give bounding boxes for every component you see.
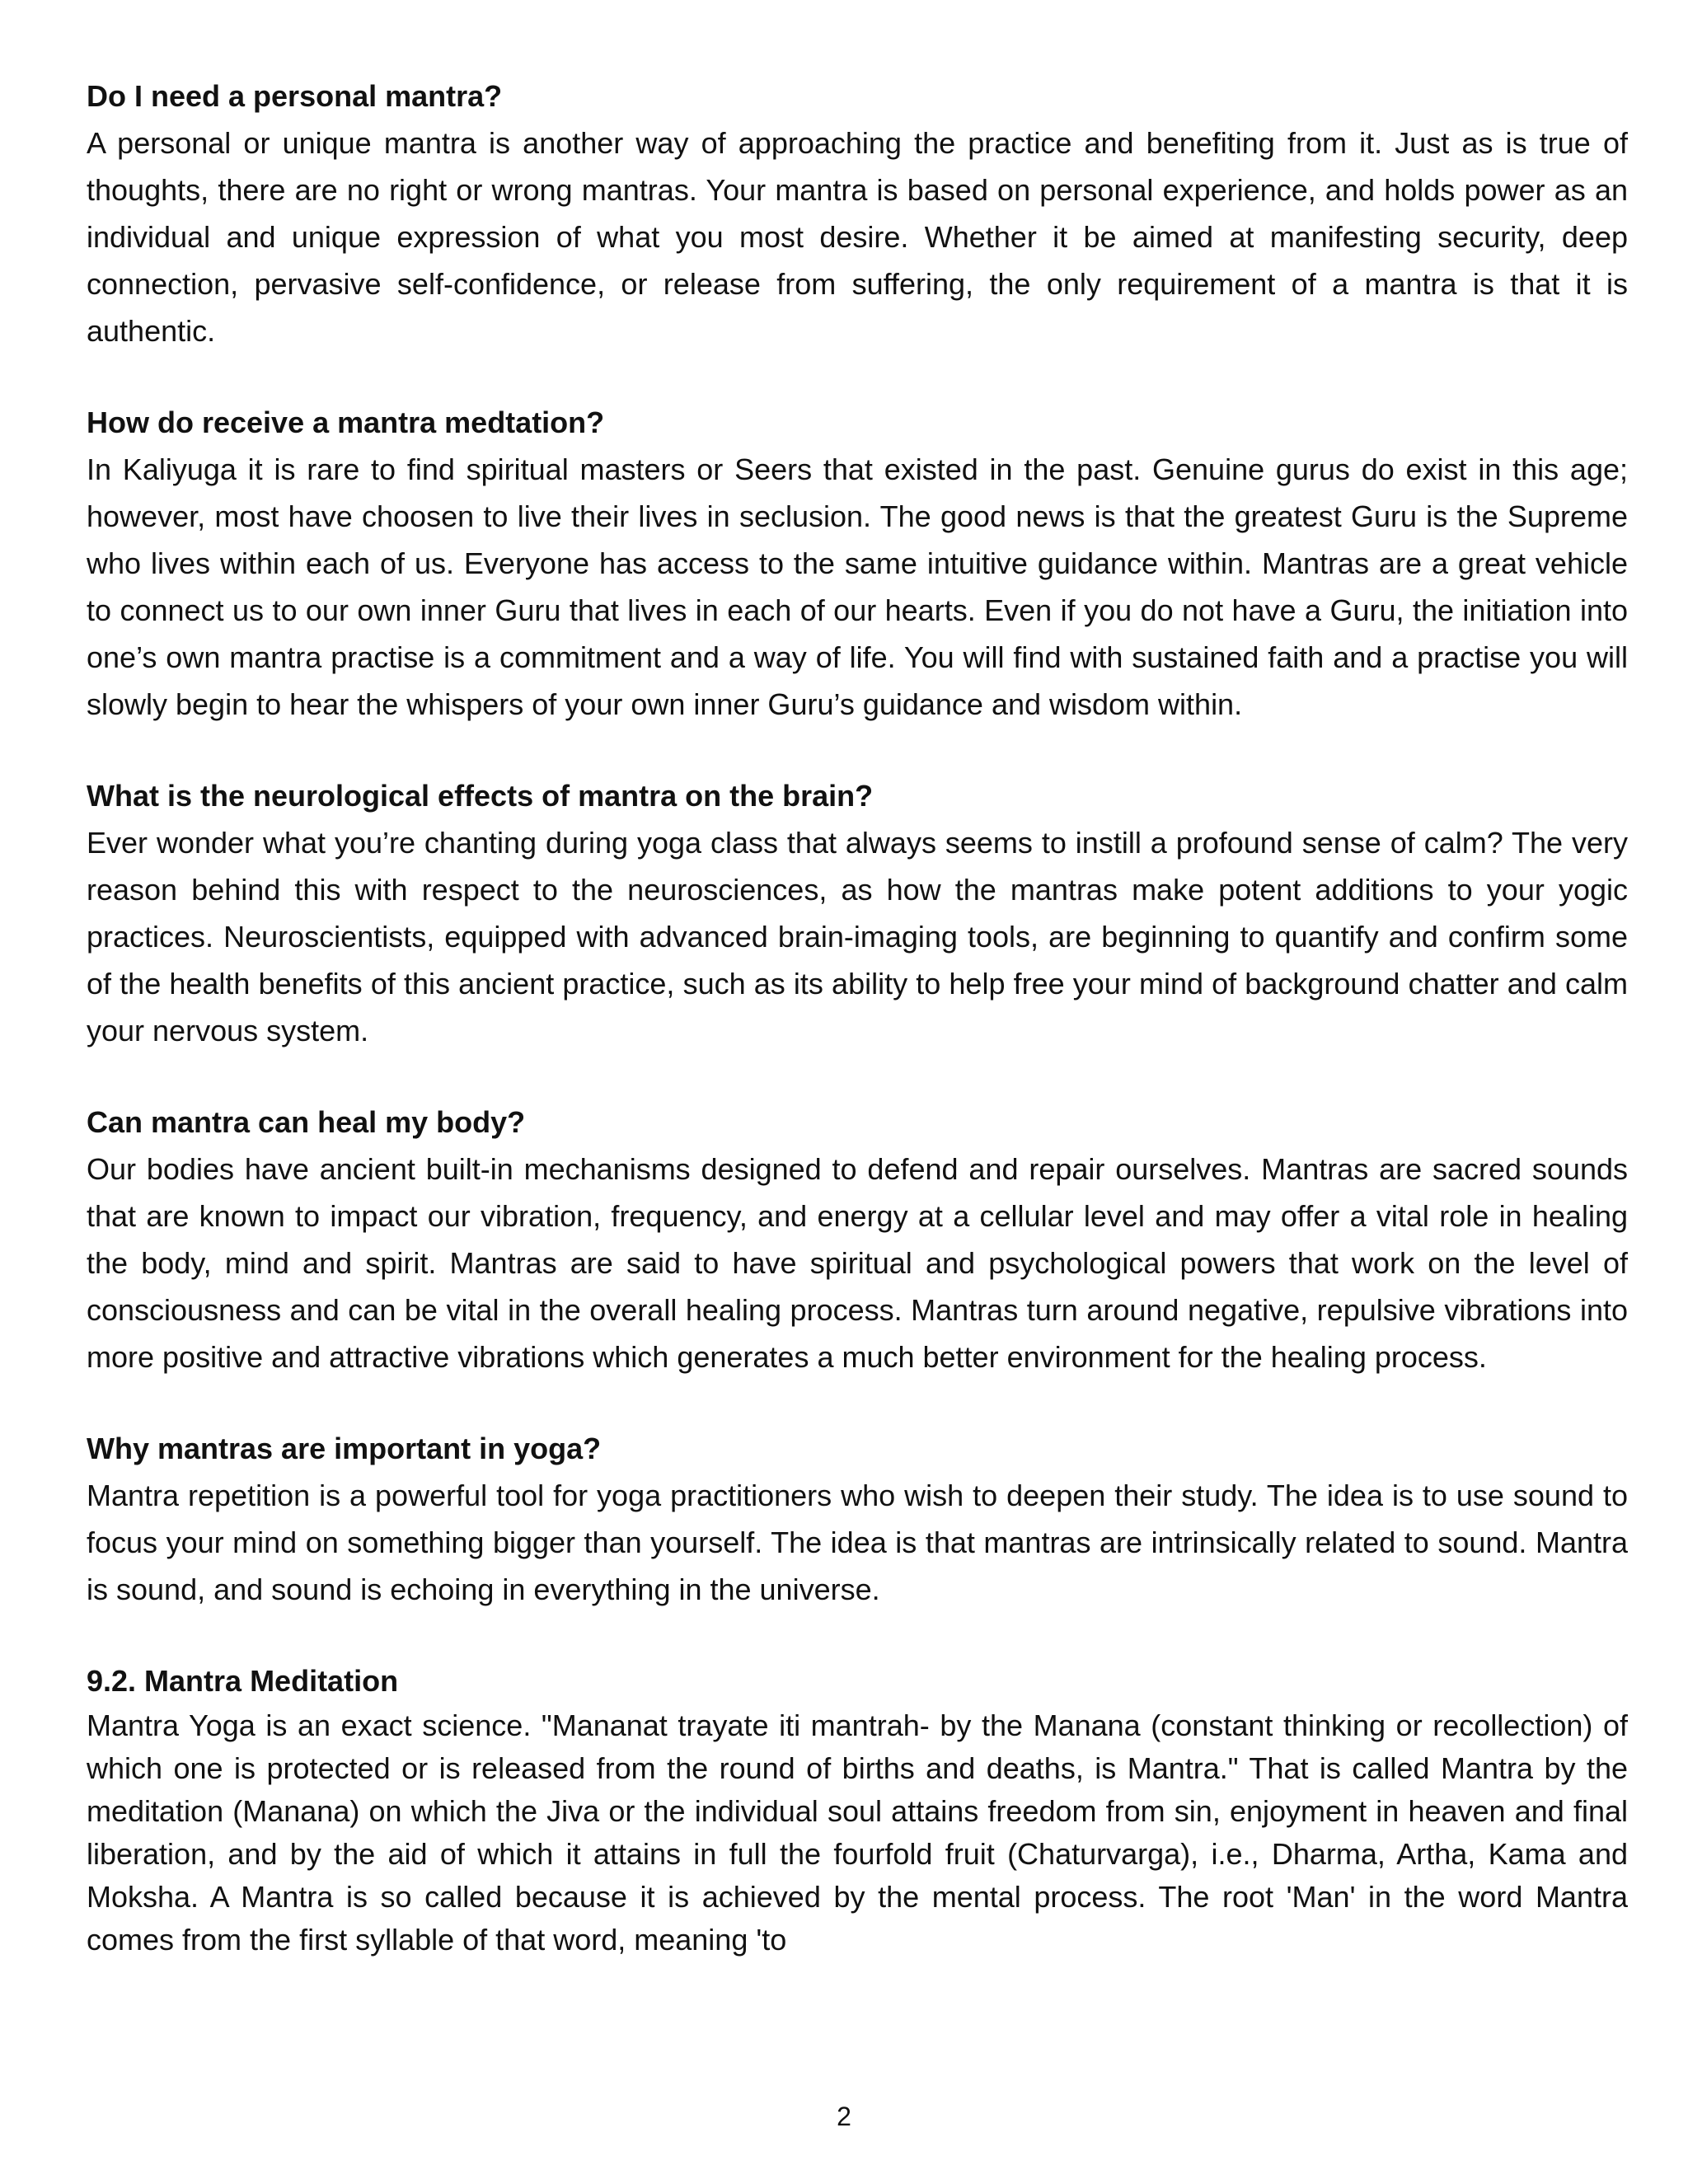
section-paragraph: Mantra repetition is a powerful tool for yoga practitioners who wish to deepen their study. The idea is to use sound to focus your mind on something bigger than yourself. The idea is that mantras are intrinsically related to sound. Mantra is sound, and sound is echoing in everything in the universe. <box>87 1479 1628 1606</box>
section-receive-mantra <box>87 399 1628 728</box>
section-paragraph: A personal or unique mantra is another way of approaching the practice and benefiting from it. Just as is true of thoughts, there are no right or wrong mantras. Your mantra is based on personal experience, and holds power as an individual and unique expression of what you most desire. Whether it be aimed at manifesting security, deep connection, pervasive self-confidence, or release from suffering, the only requirement of a mantra is that it is authentic. <box>87 126 1628 348</box>
section-paragraph: Our bodies have ancient built-in mechanisms designed to defend and repair ourselves. Mantras are sacred sounds that are known to impact our vibration, frequency, and energy at a cellular level and may offer a vital role in healing the body, mind and spirit. Mantras are said to have spiritual and psychological powers that work on the level of consciousness and can be vital in the overall healing process. Mantras turn around negative, repulsive vibrations into more positive and attractive vibrations which generates a much better environment for the healing process. <box>87 1152 1628 1374</box>
section-paragraph: Mantra Yoga is an exact science. "Mananat trayate iti mantrah- by the Manana (constant thinking or recollection) of which one is protected or is released from the round of births and deaths, is Mantra." That is called Mantra by the meditation (Manana) on which the Jiva or the individual soul attains freedom from sin, enjoyment in heaven and final liberation, and by the aid of which it attains in full the fourfold fruit (Chaturvarga), i.e., Dharma, Artha, Kama and Moksha. A Mantra is so called because it is achieved by the mental process. The root 'Man' in the word Mantra comes from the first syllable of that word, meaning 'to <box>87 1708 1628 1957</box>
section-personal-mantra <box>87 73 1628 354</box>
section-heading: Do I need a personal mantra? <box>87 79 503 113</box>
section-heading: Why mantras are important in yoga? <box>87 1432 602 1465</box>
section-neurological-effects <box>87 772 1628 1054</box>
section-mantras-in-yoga <box>87 1425 1628 1613</box>
section-heal-body <box>87 1099 1628 1380</box>
section-paragraph: In Kaliyuga it is rare to find spiritual masters or Seers that existed in the past. Genuine gurus do exist in this age; however, most have choosen to live their lives in seclusion. The good news is that the greatest Guru is the Supreme who lives within each of us. Everyone has access to the same intuitive guidance within. Mantras are a great vehicle to connect us to our own inner Guru that lives in each of our hearts. Even if you do not have a Guru, the initiation into one’s own mantra practise is a commitment and a way of life. You will find with sustained faith and a practise you will slowly begin to hear the whispers of your own inner Guru’s guidance and wisdom within. <box>87 452 1628 721</box>
section-mantra-meditation <box>87 1657 1628 1961</box>
section-heading: How do receive a mantra medtation? <box>87 405 605 439</box>
section-heading: What is the neurological effects of mantra on the brain? <box>87 779 874 813</box>
section-heading: Can mantra can heal my body? <box>87 1105 526 1139</box>
page-number: 2 <box>837 2102 851 2131</box>
document-page <box>87 73 1628 2006</box>
section-heading: 9.2. Mantra Meditation <box>87 1664 399 1698</box>
section-paragraph: Ever wonder what you’re chanting during yoga class that always seems to instill a profound sense of calm? The very reason behind this with respect to the neurosciences, as how the mantras make potent additions to your yogic practices. Neuroscientists, equipped with advanced brain-imaging tools, are beginning to quantify and confirm some of the health benefits of this ancient practice, such as its ability to help free your mind of background chatter and calm your nervous system. <box>87 826 1628 1047</box>
